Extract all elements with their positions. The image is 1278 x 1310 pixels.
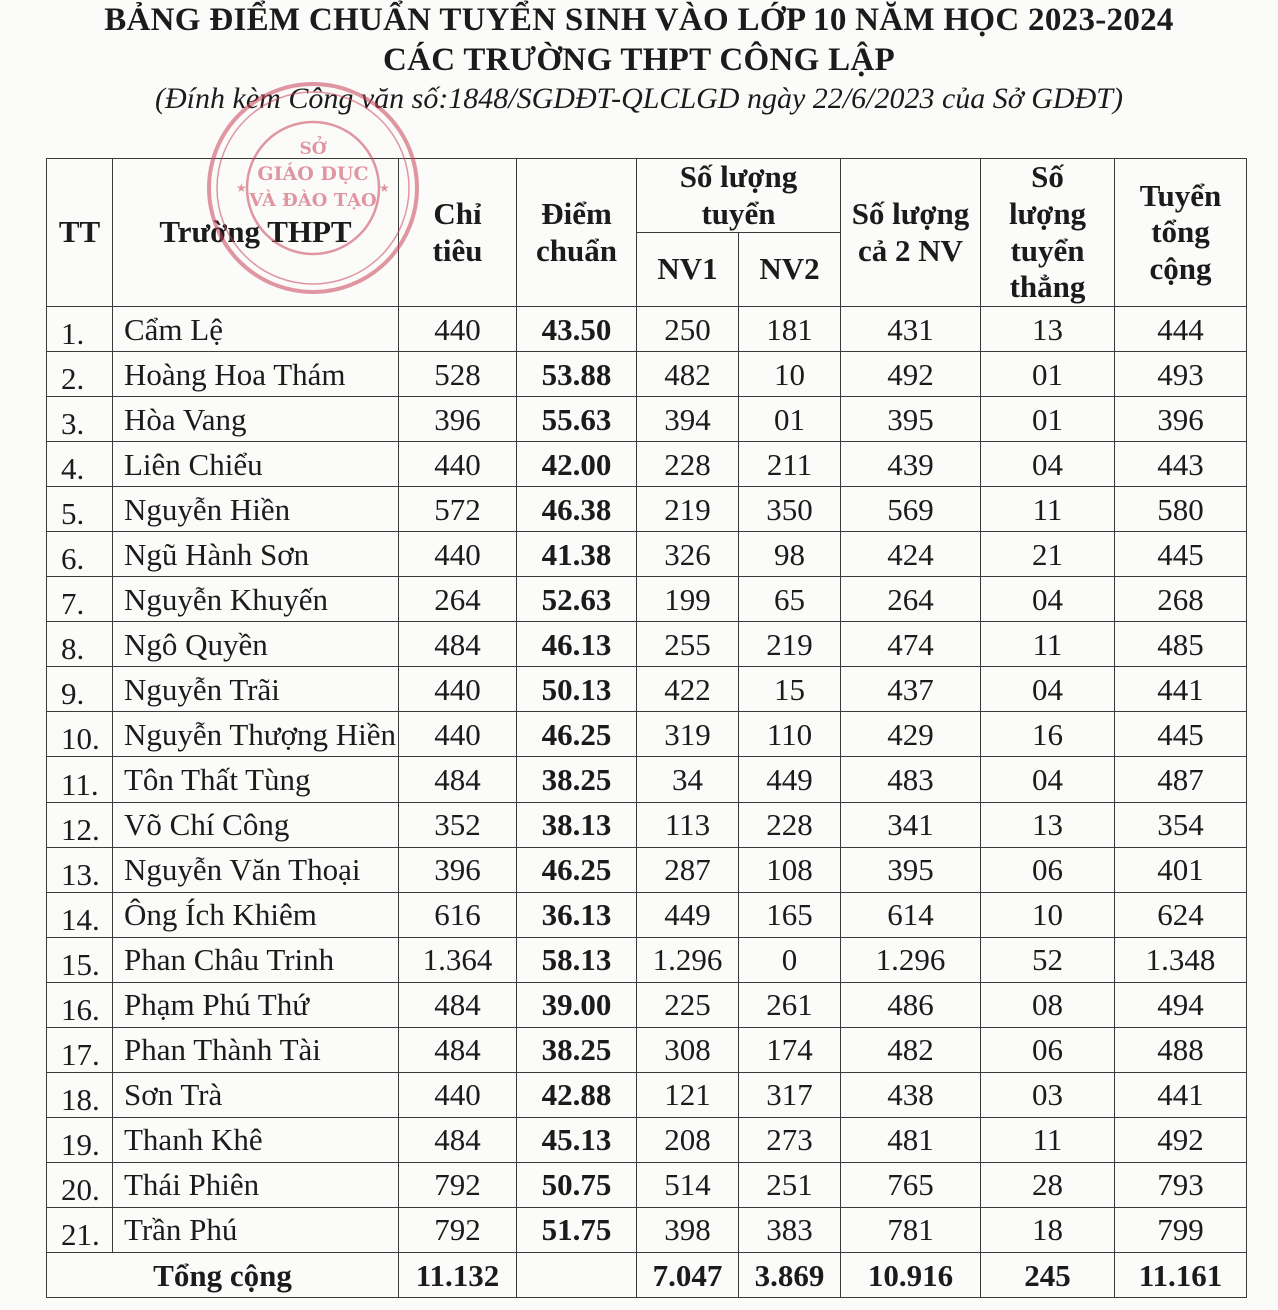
cell-school-name: Nguyễn Thượng Hiền [113,712,399,757]
table-row [47,532,1247,577]
cell-direct: 04 [981,757,1115,802]
cell-cutoff: 39.00 [517,982,637,1027]
cell-quota: 440 [399,1072,517,1117]
table-row [47,1117,1247,1162]
cell-school-name: Phạm Phú Thứ [113,982,399,1027]
cell-cutoff: 38.25 [517,1027,637,1072]
cell-both: 395 [841,847,981,892]
cell-quota: 1.364 [399,937,517,982]
cell-quota: 440 [399,442,517,487]
totals-total: 11.161 [1115,1253,1247,1298]
totals-both: 10.916 [841,1253,981,1298]
totals-quota: 11.132 [399,1253,517,1298]
cell-nv1: 319 [637,712,739,757]
cell-quota: 352 [399,802,517,847]
cell-total: 485 [1115,622,1247,667]
cell-cutoff: 55.63 [517,397,637,442]
cell-nv1: 287 [637,847,739,892]
stamp-text-3: VÀ ĐÀO TẠO [249,190,377,211]
cell-tt: 10. [47,712,113,757]
cell-nv2: 65 [739,577,841,622]
cell-cutoff: 46.38 [517,487,637,532]
cell-total: 443 [1115,442,1247,487]
cell-school-name: Võ Chí Công [113,802,399,847]
cell-cutoff: 53.88 [517,352,637,397]
cell-tt: 2. [47,352,113,397]
cell-total: 799 [1115,1207,1247,1252]
table-row [47,1027,1247,1072]
totals-row [47,1253,1247,1298]
cell-school-name: Trần Phú [113,1207,399,1252]
cell-both: 781 [841,1207,981,1252]
cell-tt: 9. [47,667,113,712]
table-row [47,1207,1247,1252]
cell-school-name: Hoàng Hoa Thám [113,352,399,397]
cell-quota: 484 [399,757,517,802]
cell-cutoff: 46.25 [517,847,637,892]
stamp-text-2: GIÁO DỤC [257,163,369,185]
cell-nv2: 181 [739,307,841,352]
cell-school-name: Nguyễn Văn Thoại [113,847,399,892]
cell-quota: 484 [399,622,517,667]
cell-tt: 18. [47,1072,113,1117]
cell-quota: 484 [399,982,517,1027]
cell-tt: 20. [47,1162,113,1207]
cell-tt: 21. [47,1207,113,1252]
cell-nv2: 228 [739,802,841,847]
col-header-nv2: NV2 [739,233,841,307]
col-header-nv1: NV1 [637,233,739,307]
cell-both: 431 [841,307,981,352]
col-header-direct: Số lượng tuyển thẳng [981,159,1115,307]
table-row [47,667,1247,712]
cell-direct: 52 [981,937,1115,982]
table-row [47,982,1247,1027]
cell-tt: 6. [47,532,113,577]
cell-tt: 3. [47,397,113,442]
col-header-school: Trường THPT [113,159,399,307]
cell-direct: 21 [981,532,1115,577]
totals-label: Tổng cộng [47,1253,399,1298]
cell-nv1: 208 [637,1117,739,1162]
cell-nv1: 219 [637,487,739,532]
cell-tt: 11. [47,757,113,802]
cell-total: 492 [1115,1117,1247,1162]
cell-nv1: 449 [637,892,739,937]
cell-nv2: 251 [739,1162,841,1207]
cell-direct: 04 [981,442,1115,487]
document-title: BẢNG ĐIỂM CHUẨN TUYỂN SINH VÀO LỚP 10 NĂM HỌC 2023-2024 [104,2,1174,38]
cell-tt: 14. [47,892,113,937]
cell-total: 494 [1115,982,1247,1027]
totals-nv2: 3.869 [739,1253,841,1298]
cell-nv1: 113 [637,802,739,847]
cell-school-name: Nguyễn Hiền [113,487,399,532]
cell-cutoff: 58.13 [517,937,637,982]
cell-both: 481 [841,1117,981,1162]
cell-total: 487 [1115,757,1247,802]
col-header-tt: TT [47,159,113,307]
cell-tt: 7. [47,577,113,622]
cell-nv2: 211 [739,442,841,487]
cell-nv1: 514 [637,1162,739,1207]
cell-tt: 15. [47,937,113,982]
cell-quota: 484 [399,1027,517,1072]
cell-direct: 18 [981,1207,1115,1252]
cell-cutoff: 51.75 [517,1207,637,1252]
cell-school-name: Nguyễn Trãi [113,667,399,712]
cell-quota: 440 [399,712,517,757]
cell-nv2: 98 [739,532,841,577]
cell-nv2: 01 [739,397,841,442]
cell-quota: 528 [399,352,517,397]
table-row [47,307,1247,352]
cell-school-name: Thái Phiên [113,1162,399,1207]
cell-total: 401 [1115,847,1247,892]
cell-nv2: 383 [739,1207,841,1252]
cell-school-name: Phan Thành Tài [113,1027,399,1072]
cell-quota: 792 [399,1162,517,1207]
table-row [47,757,1247,802]
cell-quota: 440 [399,532,517,577]
cell-total: 354 [1115,802,1247,847]
cell-nv2: 110 [739,712,841,757]
cell-direct: 01 [981,397,1115,442]
cell-direct: 16 [981,712,1115,757]
cell-direct: 11 [981,1117,1115,1162]
cell-school-name: Ngũ Hành Sơn [113,532,399,577]
cell-quota: 440 [399,667,517,712]
cell-direct: 06 [981,847,1115,892]
cell-school-name: Ngô Quyền [113,622,399,667]
cell-nv2: 174 [739,1027,841,1072]
cell-direct: 10 [981,892,1115,937]
table-row [47,1072,1247,1117]
cell-total: 624 [1115,892,1247,937]
cell-nv2: 165 [739,892,841,937]
cell-tt: 16. [47,982,113,1027]
cell-direct: 11 [981,487,1115,532]
cell-cutoff: 36.13 [517,892,637,937]
cell-both: 424 [841,532,981,577]
cell-nv1: 398 [637,1207,739,1252]
cell-cutoff: 42.00 [517,442,637,487]
cell-nv2: 317 [739,1072,841,1117]
cell-direct: 03 [981,1072,1115,1117]
cell-school-name: Sơn Trà [113,1072,399,1117]
cell-direct: 13 [981,307,1115,352]
cell-school-name: Thanh Khê [113,1117,399,1162]
cell-direct: 28 [981,1162,1115,1207]
table-row [47,577,1247,622]
table-row [47,937,1247,982]
cell-both: 438 [841,1072,981,1117]
table-row [47,712,1247,757]
cell-tt: 19. [47,1117,113,1162]
cell-nv1: 1.296 [637,937,739,982]
cell-tt: 17. [47,1027,113,1072]
cell-school-name: Nguyễn Khuyến [113,577,399,622]
cell-total: 488 [1115,1027,1247,1072]
document-subtitle: CÁC TRƯỜNG THPT CÔNG LẬP [382,42,896,78]
table-row [47,802,1247,847]
cell-nv1: 228 [637,442,739,487]
table-row [47,352,1247,397]
cell-nv2: 219 [739,622,841,667]
cell-total: 793 [1115,1162,1247,1207]
cell-total: 444 [1115,307,1247,352]
cell-cutoff: 45.13 [517,1117,637,1162]
cell-both: 341 [841,802,981,847]
cell-tt: 8. [47,622,113,667]
cell-nv2: 108 [739,847,841,892]
cell-cutoff: 38.25 [517,757,637,802]
table-row [47,397,1247,442]
cell-direct: 08 [981,982,1115,1027]
cell-nv1: 34 [637,757,739,802]
table-row [47,442,1247,487]
table-row [47,892,1247,937]
cutoff-score-table [46,158,1247,1298]
cell-total: 580 [1115,487,1247,532]
table-row [47,622,1247,667]
attachment-note: (Đính kèm Công văn số:1848/SGDĐT-QLCLGD ngày 22/6/2023 của Sở GDĐT) [155,82,1123,115]
cell-direct: 06 [981,1027,1115,1072]
totals-direct: 245 [981,1253,1115,1298]
cell-nv1: 422 [637,667,739,712]
cell-quota: 572 [399,487,517,532]
col-header-quota: Chỉ tiêu [399,159,517,307]
cell-direct: 11 [981,622,1115,667]
totals-cutoff [517,1253,637,1298]
cell-nv2: 350 [739,487,841,532]
table-row [47,1162,1247,1207]
svg-text:★: ★ [379,181,390,195]
table-row [47,847,1247,892]
cell-tt: 13. [47,847,113,892]
cell-school-name: Phan Châu Trinh [113,937,399,982]
cell-school-name: Ông Ích Khiêm [113,892,399,937]
cell-cutoff: 50.13 [517,667,637,712]
cell-nv1: 121 [637,1072,739,1117]
cell-school-name: Cẩm Lệ [113,307,399,352]
cell-both: 486 [841,982,981,1027]
cell-cutoff: 46.13 [517,622,637,667]
table-row [47,487,1247,532]
cell-both: 429 [841,712,981,757]
cell-nv2: 0 [739,937,841,982]
cell-total: 493 [1115,352,1247,397]
cell-quota: 396 [399,847,517,892]
cell-nv2: 10 [739,352,841,397]
cell-cutoff: 42.88 [517,1072,637,1117]
cell-tt: 5. [47,487,113,532]
cell-cutoff: 43.50 [517,307,637,352]
cell-total: 441 [1115,667,1247,712]
cell-both: 569 [841,487,981,532]
table-body [47,307,1247,1253]
cell-cutoff: 46.25 [517,712,637,757]
cell-school-name: Liên Chiểu [113,442,399,487]
cell-both: 482 [841,1027,981,1072]
cell-nv2: 449 [739,757,841,802]
cell-school-name: Tôn Thất Tùng [113,757,399,802]
cell-both: 395 [841,397,981,442]
header-row [47,159,1247,233]
totals-nv1: 7.047 [637,1253,739,1298]
cell-both: 614 [841,892,981,937]
cell-both: 474 [841,622,981,667]
cell-nv2: 15 [739,667,841,712]
cell-nv1: 482 [637,352,739,397]
cell-quota: 792 [399,1207,517,1252]
cell-tt: 1. [47,307,113,352]
cell-nv1: 255 [637,622,739,667]
col-header-both: Số lượng cả 2 NV [841,159,981,307]
cell-cutoff: 41.38 [517,532,637,577]
cell-cutoff: 52.63 [517,577,637,622]
cell-both: 439 [841,442,981,487]
cell-quota: 616 [399,892,517,937]
cell-total: 441 [1115,1072,1247,1117]
col-header-total: Tuyển tổng cộng [1115,159,1247,307]
cell-total: 268 [1115,577,1247,622]
cell-nv2: 261 [739,982,841,1027]
cell-nv1: 199 [637,577,739,622]
cell-nv2: 273 [739,1117,841,1162]
cell-cutoff: 38.13 [517,802,637,847]
col-header-cutoff: Điểm chuẩn [517,159,637,307]
cell-both: 492 [841,352,981,397]
cell-quota: 440 [399,307,517,352]
cell-direct: 04 [981,667,1115,712]
cell-quota: 396 [399,397,517,442]
cell-nv1: 308 [637,1027,739,1072]
cell-total: 445 [1115,532,1247,577]
cell-quota: 484 [399,1117,517,1162]
cell-direct: 01 [981,352,1115,397]
cell-cutoff: 50.75 [517,1162,637,1207]
cell-tt: 12. [47,802,113,847]
stamp-text-1: SỞ [299,139,327,159]
cell-both: 483 [841,757,981,802]
cell-direct: 04 [981,577,1115,622]
cell-school-name: Hòa Vang [113,397,399,442]
cell-both: 765 [841,1162,981,1207]
cell-quota: 264 [399,577,517,622]
cell-direct: 13 [981,802,1115,847]
cell-nv1: 250 [637,307,739,352]
cell-both: 1.296 [841,937,981,982]
col-header-admitted: Số lượng tuyển [637,159,841,233]
svg-text:★: ★ [236,181,247,195]
cell-total: 1.348 [1115,937,1247,982]
cell-tt: 4. [47,442,113,487]
cell-total: 396 [1115,397,1247,442]
cell-nv1: 326 [637,532,739,577]
cell-both: 264 [841,577,981,622]
cell-nv1: 394 [637,397,739,442]
cell-total: 445 [1115,712,1247,757]
cell-both: 437 [841,667,981,712]
cell-nv1: 225 [637,982,739,1027]
